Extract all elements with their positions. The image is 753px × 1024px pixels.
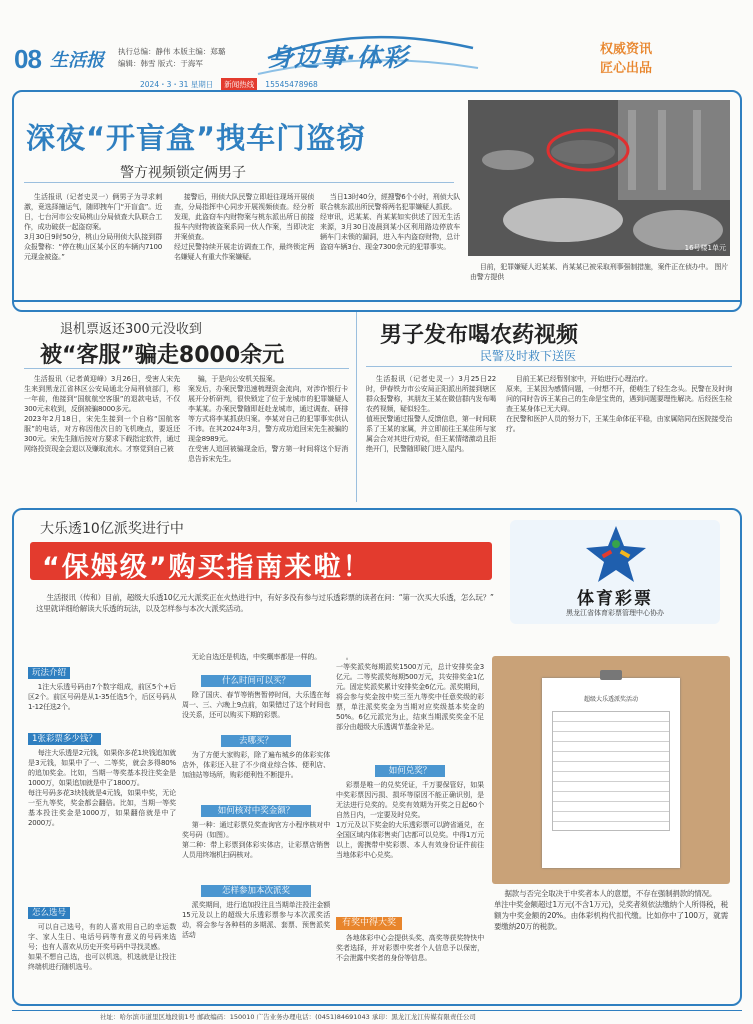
heading-redeem: 如何兑奖？ xyxy=(375,765,445,777)
heading-select: 怎么选号 xyxy=(28,907,70,919)
issue-date: 2024・3・31 星期日 xyxy=(140,80,214,89)
play-paragraph: 1注大乐透号码由7个数字组成，前区5个+后区2个。前区号码是从1-35任选5个，后区号码从1-12任选2个。 xyxy=(28,683,176,711)
story1-col2-text: 接警后，刑侦大队民警立即赶往现场开展侦查，分局指挥中心同步开展视频侦查。经分析发现，此盗窃车内财物案与桃东派出所日前接报车内财物被盗案系同一伙人作案，当即决定并案侦查。 经过民警持续开展走访调查工作，最终锁定两名嫌疑人有重大作案嫌疑。 xyxy=(174,193,314,261)
board-table xyxy=(552,711,670,831)
tax-paragraph: 各地体彩中心会提供头奖、高奖等获奖特快中奖者选择，并对彩票中奖者个人信息予以保密，不会泄露中奖者的身份等信息。 xyxy=(336,934,484,962)
story3-col1-text: 生活报讯（记者史灵一）3月25日22时，伊春铁力市公安局正阳派出所接到辖区群众报警称，其朋友王某在微信群内发布喝农药视频，疑似轻生。 值班民警通过报警人反馈信息，第一时间联系了王某的家属，并立即前往王某住所与家属会合对其进行劝说，但王某情绪激动且拒绝开门，民警随即破门进入屋内。 xyxy=(366,375,496,453)
lottery-kicker: 大乐透10亿派奖进行中 xyxy=(40,521,184,537)
story3-subtitle: 民警及时救下送医 xyxy=(480,349,577,363)
sports-lottery-logo xyxy=(510,520,720,624)
story2-kicker: 退机票返还300元没收到 xyxy=(60,322,202,337)
board-image xyxy=(492,656,730,884)
tax-text xyxy=(336,933,484,993)
story1-caption xyxy=(470,262,728,292)
hotline-label: 新闻热线 xyxy=(221,78,257,91)
story1-title-rule xyxy=(24,182,454,183)
story1-subtitle: 警方视频锁定俩男子 xyxy=(120,165,246,181)
story1-caption-text: 目前，犯罪嫌疑人迟某某、肖某某已被采取刑事强制措施，案件正在侦办中。 图片由警方提供 xyxy=(470,263,728,281)
frame-divider xyxy=(12,300,742,302)
lottery-intro xyxy=(36,592,506,634)
paper-logo: 生活报 xyxy=(50,50,104,71)
join-text xyxy=(182,900,330,960)
price-text xyxy=(28,748,176,900)
col3-lead xyxy=(336,652,484,762)
where-text xyxy=(182,750,330,802)
footer-rule xyxy=(12,1010,742,1011)
heading-play: 玩法介绍 xyxy=(28,667,70,679)
logo-sub: 黑龙江省体育彩票管理中心协办 xyxy=(566,609,664,617)
footer-address: 社址：哈尔滨市道里区地段街1号 邮政编码：150010 广告业务办理电话：(0451)84691043 承印：黑龙江龙江传媒有限责任公司 xyxy=(100,1013,476,1021)
section-title: 身边事·体彩 xyxy=(268,43,409,72)
story1-title: 深夜“开盲盒”拽车门盗窃 xyxy=(26,121,367,155)
lottery-col2 xyxy=(182,652,330,1000)
staff-line-1: 执行总编：静伟 本版主编：郑璐 xyxy=(118,47,226,56)
sports-lottery-emblem-icon xyxy=(576,522,656,582)
lottery-col3 xyxy=(336,652,484,1000)
story1-col2 xyxy=(174,192,314,272)
heading-where: 去哪买？ xyxy=(221,735,291,747)
board-paper xyxy=(542,678,680,868)
story3-title-rule xyxy=(366,366,732,367)
story1-col3 xyxy=(320,192,460,292)
col2-lead-paragraph: 无论自选还是机选，中奖概率都是一样的。 xyxy=(191,653,321,661)
heading-tax: 有奖中得大奖 xyxy=(336,917,402,930)
column-divider xyxy=(356,312,357,502)
lottery-col1 xyxy=(28,660,176,1000)
lottery-intro-text: 生活报讯（传和）目前，超级大乐透10亿元大派奖正在火热进行中，有好多没有参与过乐透彩票的读者在问：“第一次买大乐透，怎么玩？” 这里就详细给解读大乐透的玩法，以及怎样参与本次大派奖活动。 xyxy=(36,593,494,613)
story1-col1-text: 生活报讯（记者史灵一）俩男子为寻求刺激，竟选择撞运气，随即拽车门“开盲盒”。近日，七台河市公安局桃山分局侦查大队联合工作，成功破获一起盗窃案。 3月30日9时50分，桃山分局刑侦大队接到群众报警称：“停在桃山区某小区的车辆内7100元现金被盗。” xyxy=(24,193,162,261)
where-paragraph: 为了方便大家购彩，除了遍布城乡的体彩实体店外，体彩还入驻了不少商业综合体、便利店、加油站等场所，购彩便利性不断提升。 xyxy=(182,751,330,779)
check-text xyxy=(182,820,330,882)
join-paragraph: 派奖期间，进行追加投注且当期单注投注金额15元及以上的超级大乐透彩票参与本次派奖活动，将会参与各种档的多期派、套票、预售派奖活动 xyxy=(182,901,330,939)
story1-col3-text: 当日13时40分，經搜警6个小时，刑侦大队联合桃东派出所民警将两名犯罪嫌疑人抓获。 经审讯，迟某某、肖某某如实供述了因无生活来源，3月30日凌晨到某小区利用路边停放车辆车门未锁的漏洞，进入车内盗窃财物，总计盗窃车辆3台、现金7300余元的犯罪事实。 xyxy=(320,193,460,251)
page-number: 08 xyxy=(14,44,41,74)
photo-stamp: 16号楼1单元 xyxy=(684,244,726,252)
lottery-title: “保姆级”购买指南来啦！ xyxy=(42,552,372,583)
story3-col1 xyxy=(366,374,496,500)
lottery-col4 xyxy=(494,888,728,1000)
col3-lead-paragraph: 。 一等奖派奖每期派奖1500万元，总计安排奖金3亿元。二等奖派奖每期500万元，共安排奖金1亿元。固定奖派奖累计安排奖金6亿元。派奖期间，将会参与奖金按中奖三至九等奖中任意奖级的彩票，单注派奖奖金为当期对应奖级基本奖金的50%。6亿元派完为止，结束当期派奖奖金不足部分由超级大乐透调节基金补足。 xyxy=(336,653,484,731)
logo-text: 体育彩票 xyxy=(577,589,653,609)
section-banner xyxy=(248,28,483,80)
story3-col2-text: 目前王某已经暂别家中，开始进行心理治疗。 原来，王某因为感情问题，一时想不开，便萌生了轻生念头。民警在及时询问的同时告诉王某自己的生命是宝贵的，遇到问题要理性解决。后经医生检查王某身体已无大碍。 在民警和医护人员的努力下，王某生命体征平稳，由家属陪同在医院接受治疗。 xyxy=(506,375,732,433)
staff-line-2: 编辑：韩雪 版式：于海军 xyxy=(118,59,203,68)
story1-col1 xyxy=(24,192,162,272)
when-paragraph: 除了国庆、春节等销售暂停时间，大乐透在每周一、三、六晚上9点前，如果错过了这个时间也没关系，还可以购买下期的彩票。 xyxy=(182,691,330,719)
col4-paragraph: 据款与否完全取决于中奖者本人的意愿，不存在强制捐款的情况。 单注中奖金额超过1万元(不含1万元)，兑奖者须依法缴纳个人所得税，税额为中奖金额的20%。由体彩机构代扣代缴。比如你中了100万，就需要缴纳20万的税款。 xyxy=(494,889,728,931)
story2-col1-text: 生活报讯（记者黄迎峰）3月26日，受害人宋先生来到黑龙江省林区公安局通北分局刑侦部门，称一年前，他接到“国航航空客服”的退款电话，不仅300元未收到，反倒被骗8000多元。 2023年2月18日，宋先生接到一个自称“国航客服”的电话，对方称因他次日的飞机晚点，要返还300元。宋先生随后按对方要求下载指定软件，通过网络投资现金会退以及赚取流水。才察觉到自己被 xyxy=(24,375,180,453)
board-clip-icon xyxy=(600,670,622,680)
check-paragraph: 第一种：通过彩票兑奖查询官方小程序核对中奖号码（如图）。 第二种：带上彩票到体彩实体店，让彩票店销售人员用终端机扫码核对。 xyxy=(182,821,330,859)
select-paragraph: 可以自己选号，有的人喜欢用自己的幸运数字、家人生日、电话号码等有意义的号码来选号；也有人喜欢从历史开奖号码中寻找灵感。 如果不想自己选，也可以机选，机选就是让投注终端机进行随机选号。 xyxy=(28,923,176,971)
hotline-number: 15545478968 xyxy=(265,80,318,89)
play-text xyxy=(28,682,176,726)
story3-title: 男子发布喝农药视频 xyxy=(380,323,579,348)
redeem-paragraph: 彩票是唯一的兑奖凭证，千万要保管好，如果中奖彩票因污损、损坏等原因不能正确识别，是无法进行兑奖的。兑奖有效期为开奖之日起60个自然日内，一定要及时兑奖。 1万元及以下奖金的大乐透彩票可以跨省通兑，在全国区域内体彩售卖门店都可以兑奖。中得1万元以上，需携带中奖彩票、本人有效身份证件前往当地体彩中心兑奖。 xyxy=(336,781,484,859)
heading-when: 什么时间可以买？ xyxy=(201,675,311,687)
story3-col2 xyxy=(506,374,732,500)
story2-title-rule xyxy=(24,368,349,369)
surveillance-image xyxy=(468,100,730,256)
col2-lead xyxy=(182,652,330,672)
story2-col2 xyxy=(188,374,348,500)
heading-join: 怎样参加本次派奖 xyxy=(201,885,311,897)
select-text xyxy=(28,922,176,1008)
redeem-text xyxy=(336,780,484,910)
slogan-line-1: 权威资讯 xyxy=(600,42,653,57)
heading-check: 如何核对中奖金额？ xyxy=(201,805,311,817)
heading-price: 1张彩票多少钱？ xyxy=(28,733,101,745)
story2-title: 被“客服”骗走8000余元 xyxy=(40,343,285,368)
slogan-line-2: 匠心出品 xyxy=(600,61,653,76)
story1-photo xyxy=(468,100,730,256)
story2-col2-text: 骗，于是向公安机关报案。 案发后，办案民警迅速梳理资金流向，对涉诈银行卡展开分析研判，很快锁定了位于龙城市的犯罪嫌疑人李某某。办案民警随即赶赴龙城市，通过调查、研排等方式将李某抓获归案。李某对自己的犯罪事实供认不讳。在其2024年3月，警方成功追回宋先生被骗的现金8989元。 在受害人追回被骗现金后，警方第一时间将这个好消息告诉宋先生。 xyxy=(188,375,348,463)
slogan xyxy=(600,38,652,76)
story2-col1 xyxy=(24,374,180,500)
price-paragraph: 每注大乐透是2元钱，如果你多花1块钱追加就是3元钱，如果中了一、二等奖，就会多得80%的追加奖金。比如，当期一等奖基本投注奖金是1000万，如果追加就是中了1800万。 每注号码多花3块钱就是4元钱，如果中奖，无论一至九等奖，奖金都会翻倍。比如，当期一等奖基本投注奖金是1000万，如果翻倍就是中了2000万。 xyxy=(28,749,176,827)
when-text xyxy=(182,690,330,732)
board-caption: 超级大乐透派奖活动 xyxy=(583,696,638,703)
